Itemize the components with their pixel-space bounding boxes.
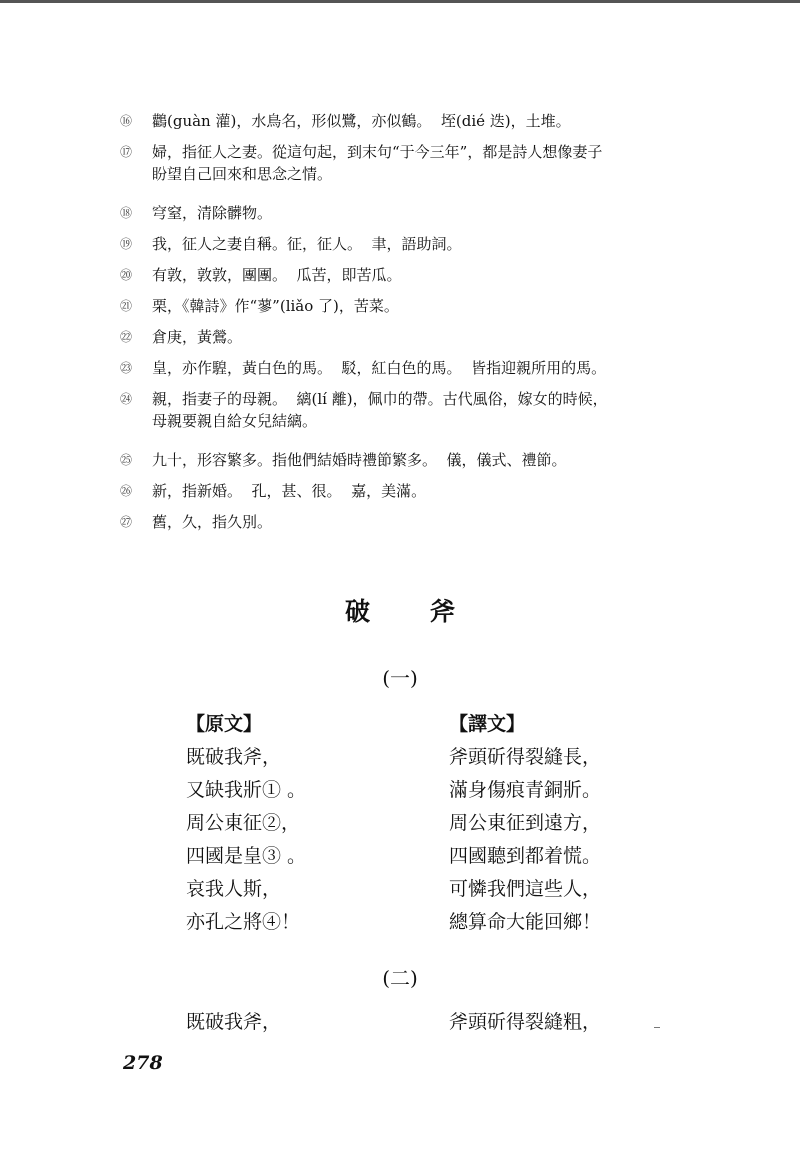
footnote-text: 鸛(guàn 灌)，水鳥名，形似鷺，亦似鶴。 垤(dié 迭)，土堆。 xyxy=(152,112,571,130)
footnote-21 xyxy=(120,295,680,326)
translation-line: 總算命大能回鄉！ xyxy=(449,911,602,933)
footnote-16 xyxy=(120,110,680,141)
footnote-number: ㉗ xyxy=(120,515,133,529)
footnotes xyxy=(120,110,680,542)
original-line: 亦孔之將④！ xyxy=(186,911,301,933)
footnote-number: ㉖ xyxy=(120,484,133,498)
footnote-text: 皇，亦作騜，黃白色的馬。 駁，紅白色的馬。 皆指迎親所用的馬。 xyxy=(152,359,607,377)
footnote-27 xyxy=(120,511,680,542)
original-line: 又缺我斨① 。 xyxy=(186,779,307,801)
section-heading-2: (二) xyxy=(382,966,418,990)
footnote-number: ⑰ xyxy=(120,145,133,159)
footnote-text: 倉庚，黃鶯。 xyxy=(152,328,243,346)
original-line: 四國是皇③ 。 xyxy=(186,845,307,867)
footnote-number: ⑱ xyxy=(120,206,133,220)
footnote-number: ㉒ xyxy=(120,330,133,344)
footnote-24 xyxy=(120,388,680,449)
footnote-25 xyxy=(120,449,680,480)
original-line: 既破我斧， xyxy=(186,746,282,768)
original-text-column xyxy=(186,708,306,939)
footnote-number: ㉕ xyxy=(120,453,133,467)
translation-line: 周公東征到遠方， xyxy=(449,812,602,834)
footnote-text: 親，指妻子的母親。 縭(lí 離)，佩巾的帶。古代風俗，嫁女的時候， 母親要親自給女兒結縭。 xyxy=(152,390,608,430)
footnote-23 xyxy=(120,357,680,388)
top-border xyxy=(0,0,800,3)
footnote-number: ㉑ xyxy=(120,299,133,313)
footnote-text: 新，指新婚。 孔，甚、很。 嘉，美滿。 xyxy=(152,482,427,500)
footnote-text: 九十，形容繁多。指他們結婚時禮節繁多。 儀，儀式、禮節。 xyxy=(152,451,567,469)
footnote-number: ㉓ xyxy=(120,361,133,375)
footnote-number: ⑳ xyxy=(120,268,133,282)
footnote-text: 婦，指征人之妻。從這句起，到末句“于今三年”，都是詩人想像妻子 盼望自己回來和思念之情。 xyxy=(152,143,603,183)
page-number: 278 xyxy=(123,1052,163,1074)
print-speck xyxy=(654,1027,660,1028)
translation-line: 斧頭斫得裂縫粗， xyxy=(449,1011,602,1033)
original-line: 周公東征②， xyxy=(186,812,301,834)
footnote-number: ㉔ xyxy=(120,392,133,406)
poem-title: 破斧 xyxy=(344,597,515,626)
footnote-20 xyxy=(120,264,680,295)
translation-heading: 【譯文】 xyxy=(449,713,526,735)
translation-column xyxy=(449,708,601,939)
original-line: 哀我人斯， xyxy=(186,878,282,900)
footnote-number: ⑯ xyxy=(120,114,133,128)
footnote-18 xyxy=(120,202,680,233)
footnote-19 xyxy=(120,233,680,264)
translation-line: 滿身傷痕青銅斨。 xyxy=(449,779,602,801)
original-text-column-2 xyxy=(186,1006,281,1039)
footnote-22 xyxy=(120,326,680,357)
translation-line: 斧頭斫得裂縫長， xyxy=(449,746,602,768)
footnote-text: 穹窒，清除髒物。 xyxy=(152,204,273,222)
footnote-26 xyxy=(120,480,680,511)
footnote-17 xyxy=(120,141,680,202)
footnote-text: 栗，《韓詩》作“蓼”(liǎo 了)，苦菜。 xyxy=(152,297,399,315)
footnote-number: ⑲ xyxy=(120,237,133,251)
footnote-text: 有敦，敦敦，團團。 瓜苦，即苦瓜。 xyxy=(152,266,402,284)
original-heading: 【原文】 xyxy=(186,713,263,735)
original-line: 既破我斧， xyxy=(186,1011,282,1033)
translation-line: 四國聽到都着慌。 xyxy=(449,845,602,867)
footnote-text: 舊，久，指久別。 xyxy=(152,513,273,531)
footnote-text: 我，征人之妻自稱。征，征人。 聿，語助詞。 xyxy=(152,235,462,253)
translation-column-2 xyxy=(449,1006,601,1039)
translation-line: 可憐我們這些人， xyxy=(449,878,602,900)
section-heading-1: (一) xyxy=(382,666,418,690)
